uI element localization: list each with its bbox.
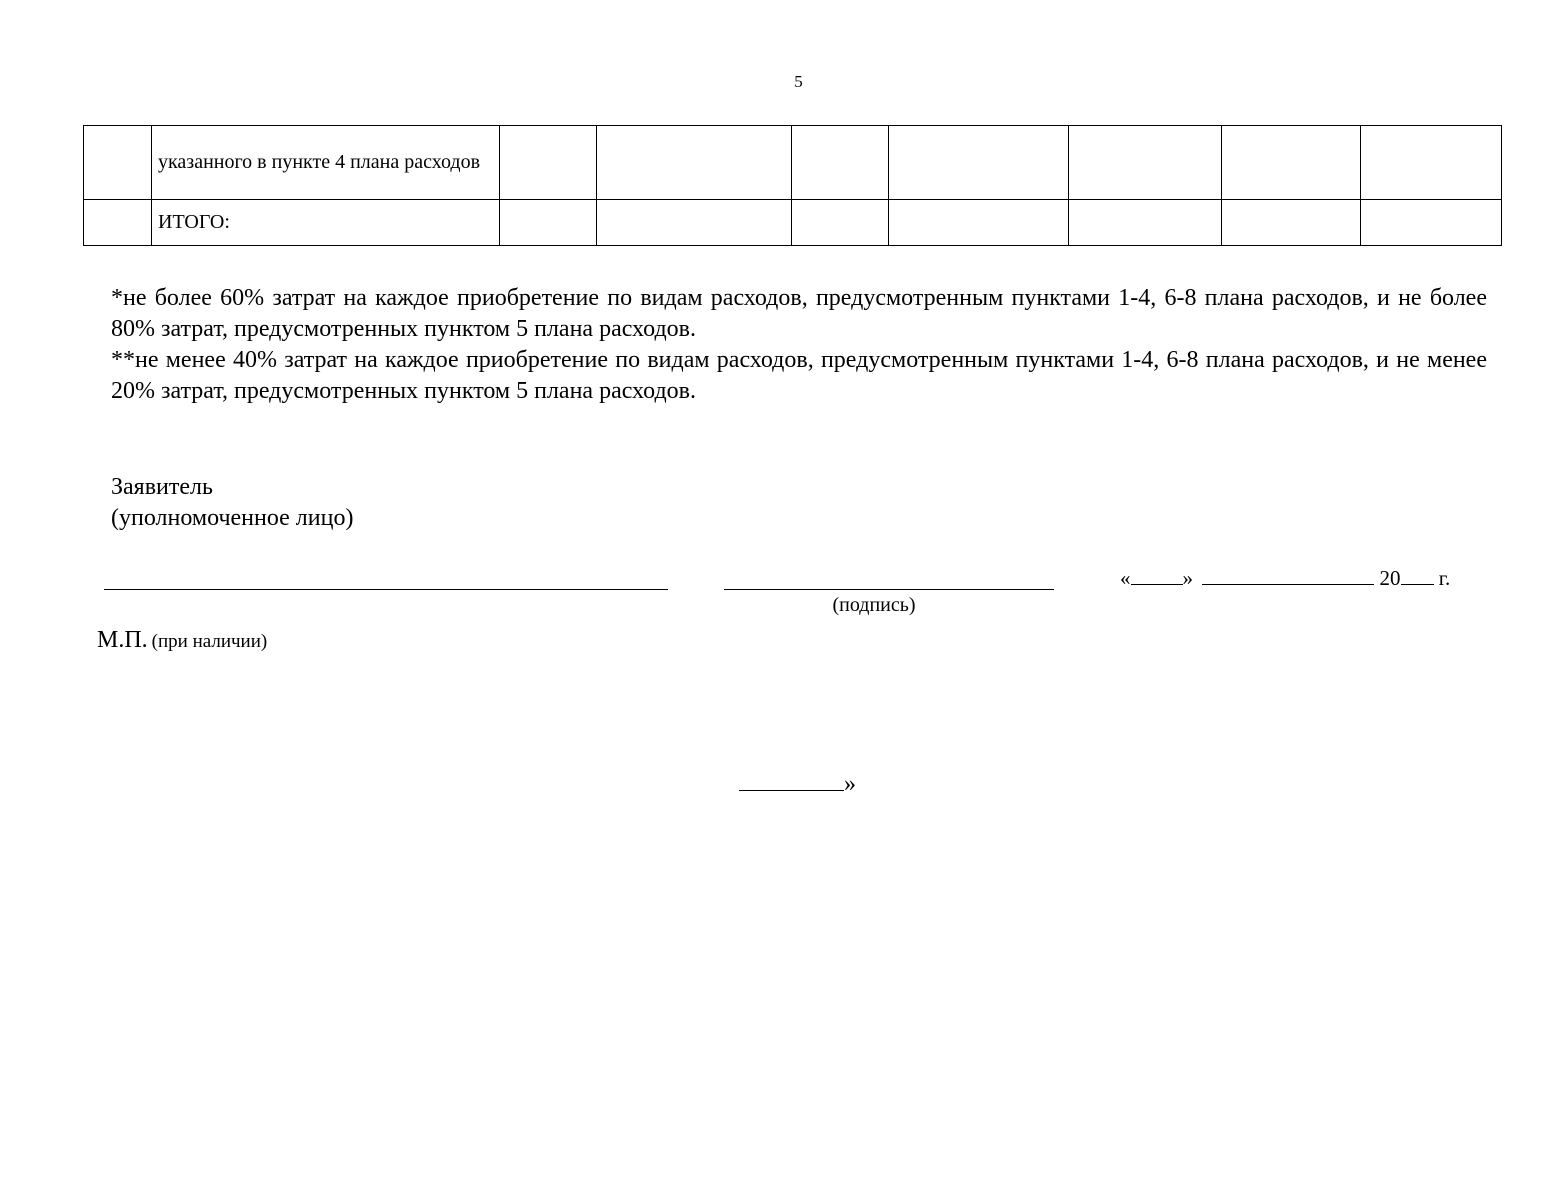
applicant-subtitle: (уполномоченное лицо) (111, 505, 354, 531)
footnotes (111, 283, 1487, 407)
stamp-block (97, 627, 267, 654)
table-row (84, 126, 1502, 200)
name-blank-line[interactable] (104, 589, 668, 590)
date-month-blank[interactable] (1202, 566, 1374, 585)
row-number-cell (84, 200, 152, 246)
closing-mark (739, 768, 856, 798)
table-cell (1222, 126, 1361, 200)
table-cell (792, 126, 889, 200)
footnote-single-asterisk: *не более 60% затрат на каждое приобретение по видам расходов, предусмотренным пунктами 1-4, 6-8 плана расходов, и не более 80% затрат, предусмотренных пунктом 5 плана расходов. (111, 285, 1487, 342)
date-close-quote: » (1182, 566, 1193, 590)
date-day-blank[interactable] (1131, 566, 1183, 585)
table-cell (500, 126, 597, 200)
stamp-note: (при наличии) (151, 631, 268, 652)
table-cell (597, 200, 792, 246)
table-cell (500, 200, 597, 246)
closing-quote: » (844, 771, 856, 797)
total-label-cell: ИТОГО: (152, 200, 500, 246)
table-cell (1361, 126, 1502, 200)
table-cell (792, 200, 889, 246)
table-row-total (84, 200, 1502, 246)
row-label-cell: указанного в пункте 4 плана расходов (152, 126, 500, 200)
date-year-blank[interactable] (1401, 566, 1434, 585)
table-cell (1222, 200, 1361, 246)
applicant-title: Заявитель (111, 474, 213, 500)
date-open-quote: « (1120, 566, 1131, 590)
table-cell (597, 126, 792, 200)
date-field (1120, 566, 1450, 591)
table-cell (889, 126, 1069, 200)
signature-blank-line[interactable] (724, 589, 1054, 590)
table-cell (1069, 126, 1222, 200)
table-cell (1069, 200, 1222, 246)
footnote-double-asterisk: **не менее 40% затрат на каждое приобретение по видам расходов, предусмотренным пунктами 1-4, 6-8 плана расходов, и не менее 20% затрат, предусмотренных пунктом 5 плана расходов. (111, 347, 1487, 404)
closing-blank-line (739, 768, 844, 791)
table-cell (889, 200, 1069, 246)
table-cell (1361, 200, 1502, 246)
date-suffix: г. (1438, 566, 1451, 590)
signature-caption: (подпись) (832, 594, 916, 616)
stamp-label: М.П. (97, 627, 148, 653)
expense-table (83, 125, 1502, 246)
row-number-cell (84, 126, 152, 200)
applicant-block (111, 472, 353, 534)
page-number: 5 (794, 72, 803, 91)
date-year-prefix: 20 (1379, 566, 1401, 590)
